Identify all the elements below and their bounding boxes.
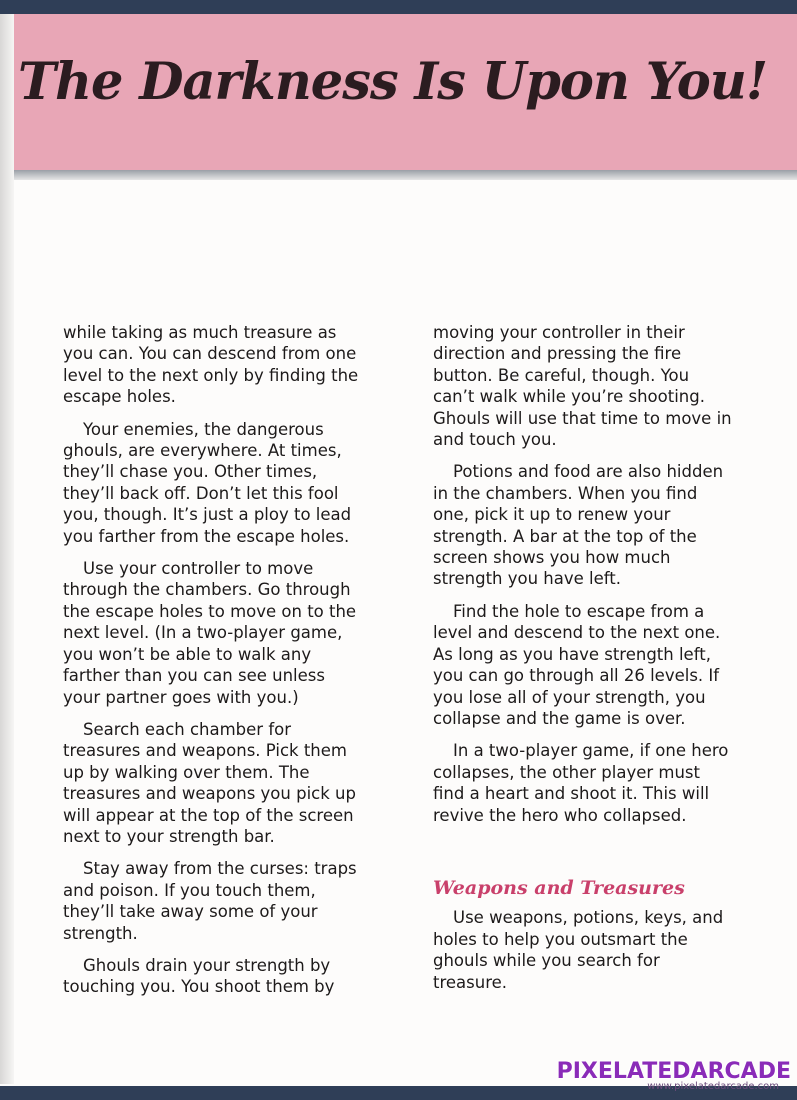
page-title: The Darkness Is Upon You! [18, 52, 768, 112]
top-border [0, 0, 797, 14]
watermark-url: www.pixelatedarcade.com [647, 1081, 779, 1092]
paragraph: In a two-player game, if one hero collapses, the other player must find a heart and shoot it. This will revive the hero who collapsed. [433, 741, 729, 825]
paragraph: Your enemies, the dangerous ghouls, are everywhere. At times, they’ll chase you. Other times, they’ll back off. Don’t let this fool you, though. It’s just a ploy to lead you farther from the escape holes. [63, 419, 352, 546]
paragraph: moving your controller in their direction and pressing the fire button. Be careful, though. You can’t walk while you’re shooting. Ghouls will use that time to move in and touch you. [433, 323, 732, 450]
banner-shadow [14, 170, 797, 180]
paragraph: Search each chamber for treasures and weapons. Pick them up by walking over them. The treasures and weapons you pick up will appear at the top of the screen next to your strength bar. [63, 719, 356, 846]
watermark-logo: PIXELATEDARCADE [556, 1059, 791, 1084]
paragraph: Potions and food are also hidden in the chambers. When you find one, pick it up to renew your strength. A bar at the top of the screen shows you how much strength you have left. [433, 462, 724, 589]
paragraph: Find the hole to escape from a level and descend to the next one. As long as you have strength left, you can go through all 26 levels. If you lose all of your strength, you collapse and the game is over. [433, 601, 721, 728]
paragraph: Ghouls drain your strength by touching you. You shoot them by [63, 955, 335, 997]
right-column [433, 322, 733, 1004]
paragraph: while taking as much treasure as you can. You can descend from one level to the next only by finding the escape holes. [63, 323, 359, 407]
paragraph: Use weapons, potions, keys, and holes to help you outsmart the ghouls while you search for treasure. [433, 908, 724, 992]
paragraph: Stay away from the curses: traps and poison. If you touch them, they’ll take away some of your strength. [63, 859, 357, 943]
title-banner [14, 14, 797, 170]
page-fold-edge [0, 14, 14, 1084]
left-column [63, 322, 363, 1009]
paragraph: Use your controller to move through the chambers. Go through the escape holes to move on to the next level. (In a two-player game, you won’t be able to walk any farther than you can see unless your partner goes with you.) [63, 559, 357, 707]
section-heading: Weapons and Treasures [433, 876, 685, 899]
